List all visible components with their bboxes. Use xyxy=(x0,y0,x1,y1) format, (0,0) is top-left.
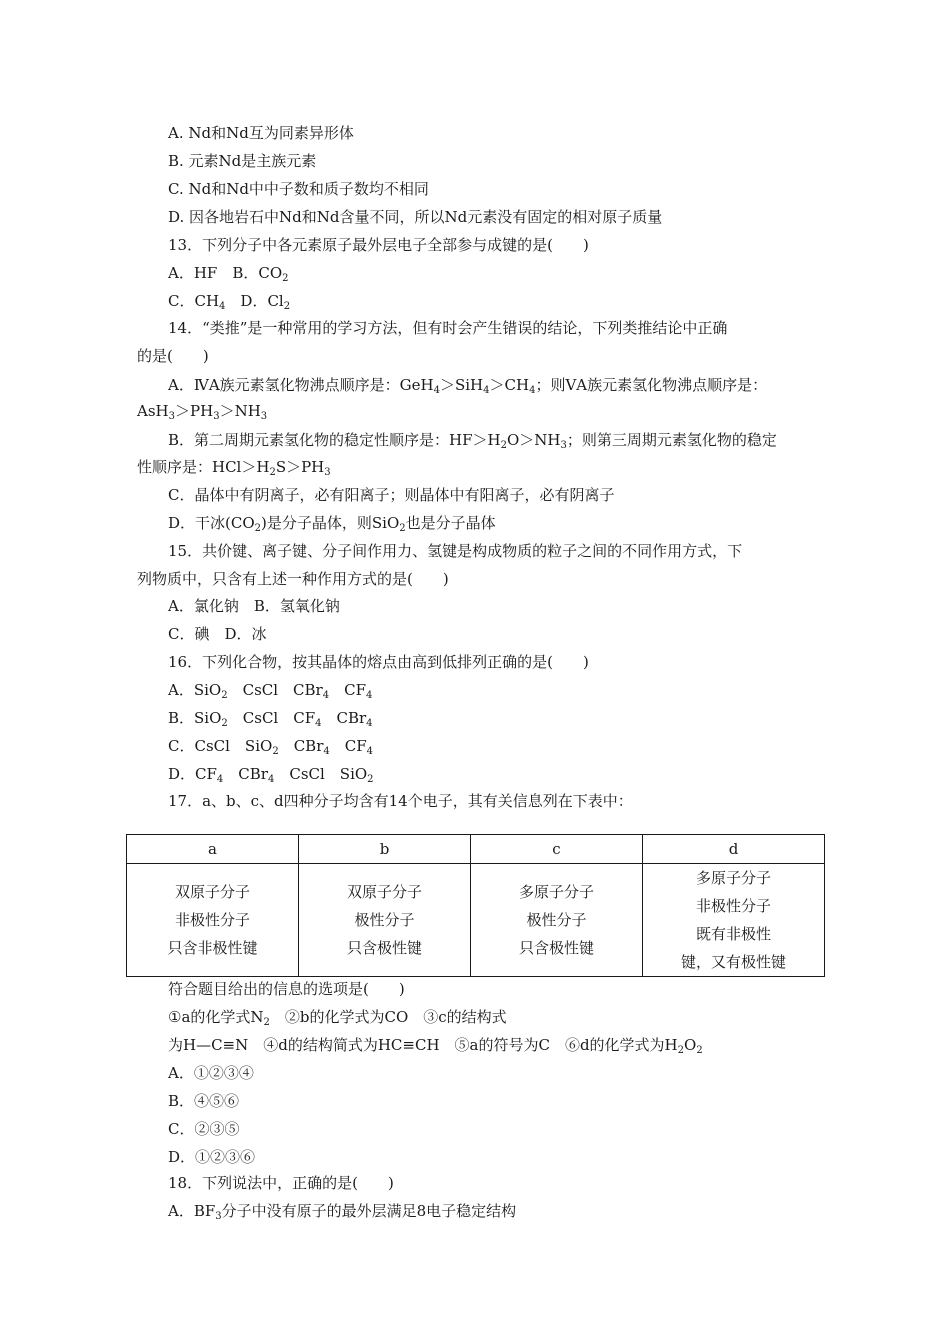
q15-stem: 15．共价键、离子键、分子间作用力、氢键是构成物质的粒子之间的不同作用方式，下 xyxy=(168,542,743,560)
q16-option-d: D．$CF_4$ CBr$_4$ CsCl SiO$_2$ xyxy=(168,765,374,785)
q17-stem: 17．a、b、c、d四种分子均含有14个电子，其有关信息列在下表中： xyxy=(168,792,633,810)
q14-stem-cont: 的是( ) xyxy=(137,347,209,365)
q17-option-b: B．④⑤⑥ xyxy=(168,1092,240,1110)
table-cell-b: 双原子分子 极性分子 只含极性键 xyxy=(299,864,471,977)
q17-option-c: C．②③⑤ xyxy=(168,1120,240,1138)
q12-option-b: B. 元素Nd是主族元素 xyxy=(168,152,317,170)
q13-stem: 13．下列分子中各元素原子最外层电子全部参与成键的是( ) xyxy=(168,236,589,254)
q18-option-a: A．$BF_3$分子中没有原子的最外层满足8电子稳定结构 xyxy=(168,1202,517,1222)
table-header-cell: a xyxy=(127,835,299,864)
q16-option-a: A．SiO$_2$ CsCl CBr$_4$ $CF_4$ xyxy=(168,681,373,701)
table-header-cell: d xyxy=(643,835,825,864)
table-cell-c: 多原子分子 极性分子 只含极性键 xyxy=(471,864,643,977)
table-header-row xyxy=(127,835,825,864)
q12-option-c: C. Nd和Nd中中子数和质子数均不相同 xyxy=(168,180,429,198)
q17-option-a: A．①②③④ xyxy=(168,1064,254,1082)
q14-option-c: C．晶体中有阴离子，必有阳离子；则晶体中有阳离子，必有阴离子 xyxy=(168,486,615,504)
q17-info-line-2: 为H—C≡N ④d的结构简式为HC≡CH ⑤a的符号为C ⑥d的化学式为$H_2O_2$ xyxy=(168,1036,703,1056)
q12-option-d: D. 因各地岩石中Nd和Nd含量不同，所以Nd元素没有固定的相对原子质量 xyxy=(168,208,663,226)
molecule-info-table xyxy=(126,834,825,977)
q14-option-a-cont: $AsH_3>PH_3>NH_3$ xyxy=(137,402,268,422)
q17-option-d: D．①②③⑥ xyxy=(168,1148,256,1166)
q15-stem-cont: 列物质中，只含有上述一种作用方式的是( ) xyxy=(137,570,449,588)
q14-option-b: B．第二周期元素氢化物的稳定性顺序是：$HF>H_2O>NH_3$；则第三周期元素氢化物的稳定 xyxy=(168,431,777,451)
table-header-cell: b xyxy=(299,835,471,864)
q18-stem: 18．下列说法中，正确的是( ) xyxy=(168,1174,394,1192)
q15-options-cd: C．碘 D．冰 xyxy=(168,625,267,643)
q16-option-c: C．CsCl SiO$_2$ CBr$_4$ $CF_4$ xyxy=(168,737,373,757)
q16-option-b: B．SiO$_2$ CsCl $CF_4$ CBr$_4$ xyxy=(168,709,373,729)
q14-option-a: A．ⅣA族元素氢化物沸点顺序是：$GeH_4>SiH_4>CH_4$；则ⅤA族元素氢化物沸点顺序是： xyxy=(168,376,768,396)
q17-info-line-1: ①a的化学式$N_2$ ②b的化学式为CO ③c的结构式 xyxy=(168,1008,507,1028)
q12-option-a: A. Nd和Nd互为同素异形体 xyxy=(168,124,354,142)
q14-option-b-cont: 性顺序是：$HCl>H_2S>PH_3$ xyxy=(137,458,331,478)
q15-options-ab: A．氯化钠 B．氢氧化钠 xyxy=(168,597,340,615)
q13-options-ab: A．HF B．$CO_2$ xyxy=(168,264,289,284)
table-header-cell: c xyxy=(471,835,643,864)
q14-stem: 14．“类推”是一种常用的学习方法，但有时会产生错误的结论，下列类推结论中正确 xyxy=(168,319,728,337)
q17-ask: 符合题目给出的信息的选项是( ) xyxy=(168,980,405,998)
table-cell-d: 多原子分子 非极性分子 既有非极性 键，又有极性键 xyxy=(643,864,825,977)
q16-stem: 16．下列化合物，按其晶体的熔点由高到低排列正确的是( ) xyxy=(168,653,589,671)
table-cell-a: 双原子分子 非极性分子 只含非极性键 xyxy=(127,864,299,977)
table-row xyxy=(127,864,825,977)
q13-options-cd: C．$CH_4$ D．$Cl_2$ xyxy=(168,292,291,312)
q14-option-d: D．干冰$(CO_2)$是分子晶体，则SiO$_2$也是分子晶体 xyxy=(168,514,496,534)
